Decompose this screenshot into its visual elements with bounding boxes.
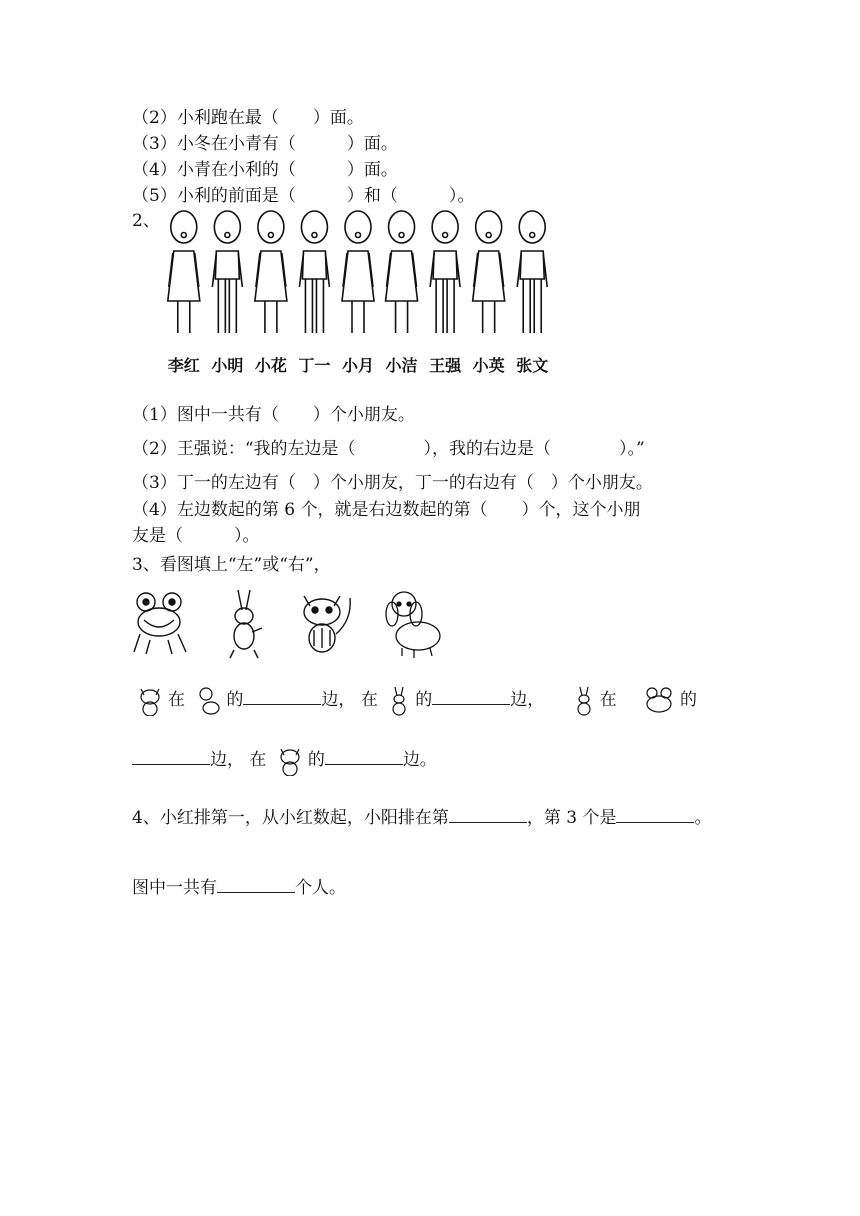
child-name-label: 李红 — [167, 356, 200, 375]
s4-text-a: 4、小红排第一，从小红数起，小阳排在第 — [132, 808, 449, 828]
cat-icon — [138, 686, 162, 716]
word-de-3: 的 — [680, 690, 698, 710]
q2-4a: （4）左边数起的第 6 个，就是右边数起的第（ ）个，这个小朋 — [132, 500, 641, 520]
section3-title: 3、看图填上“左”或“右”， — [132, 555, 331, 575]
word-zai-4: 在 — [249, 750, 267, 770]
word-de-4: 的 — [307, 750, 325, 770]
word-de-2: 的 — [415, 690, 433, 710]
child-name-label: 小花 — [254, 356, 287, 375]
fill-line-2 — [132, 740, 437, 780]
q1-5: （5）小利的前面是（ ）和（ ）。 — [132, 186, 475, 206]
frog-icon — [134, 593, 186, 654]
child-figure — [430, 211, 460, 333]
child-figure — [212, 211, 242, 333]
q2-1: （1）图中一共有（ ）个小朋友。 — [132, 405, 415, 425]
q1-2: （2）小利跑在最（ ）面。 — [132, 108, 364, 128]
rabbit-icon — [574, 686, 594, 716]
child-figure — [299, 211, 329, 333]
child-figure — [342, 211, 374, 333]
cat-icon — [278, 746, 302, 776]
rabbit-icon — [389, 686, 409, 716]
word-bian-3: 边， — [210, 750, 244, 770]
answer-blank[interactable] — [217, 876, 295, 893]
rabbit-icon — [230, 590, 262, 658]
s4-text-b: ，第 3 个是 — [526, 808, 617, 828]
child-name-label: 丁一 — [298, 356, 331, 375]
q1-4: （4）小青在小利的（ ）面。 — [132, 160, 398, 180]
child-name-label: 小月 — [341, 356, 375, 375]
child-name-label: 小英 — [472, 356, 505, 375]
s4-text-e: 个人。 — [295, 878, 346, 898]
animals-illustration — [132, 588, 452, 660]
word-bian-end: 边。 — [402, 750, 437, 770]
s4-text-c: 。 — [694, 808, 712, 828]
cat-icon — [304, 596, 350, 652]
q2-2: （2）王强说：“我的左边是（ ），我的右边是（ ）。” — [132, 439, 645, 459]
child-figure — [473, 211, 505, 333]
child-figure — [386, 211, 418, 333]
answer-blank[interactable] — [449, 806, 527, 823]
answer-blank[interactable] — [432, 688, 510, 705]
answer-blank[interactable] — [243, 688, 321, 705]
frog-icon — [644, 686, 674, 716]
word-zai: 在 — [168, 690, 185, 710]
child-name-label: 小洁 — [385, 356, 418, 375]
child-figure — [255, 211, 287, 333]
section4-line1 — [132, 806, 711, 829]
section2-number: 2、 — [132, 211, 160, 231]
fill-line-1 — [132, 680, 697, 720]
word-bian: 边， — [321, 690, 356, 710]
q2-4b: 友是（ ）。 — [132, 526, 260, 546]
q1-3: （3）小冬在小青有（ ）面。 — [132, 134, 398, 154]
child-name-label: 王强 — [429, 356, 462, 375]
q2-3: （3）丁一的左边有（ ）个小朋友，丁一的右边有（ ）个小朋友。 — [132, 473, 653, 493]
word-zai-3: 在 — [599, 690, 617, 710]
dog-icon — [386, 592, 440, 658]
dog-icon — [196, 686, 220, 716]
child-name-label: 张文 — [516, 356, 549, 375]
section4-line2 — [132, 876, 346, 899]
answer-blank[interactable] — [616, 806, 694, 823]
word-zai-2: 在 — [360, 690, 378, 710]
answer-blank[interactable] — [132, 748, 210, 765]
children-illustration — [162, 205, 554, 380]
word-bian-2: 边， — [510, 690, 545, 710]
child-figure — [168, 211, 200, 333]
word-de: 的 — [226, 690, 244, 710]
s4-text-d: 图中一共有 — [132, 878, 217, 898]
answer-blank[interactable] — [325, 748, 403, 765]
child-figure — [517, 211, 547, 333]
child-name-label: 小明 — [211, 356, 244, 375]
